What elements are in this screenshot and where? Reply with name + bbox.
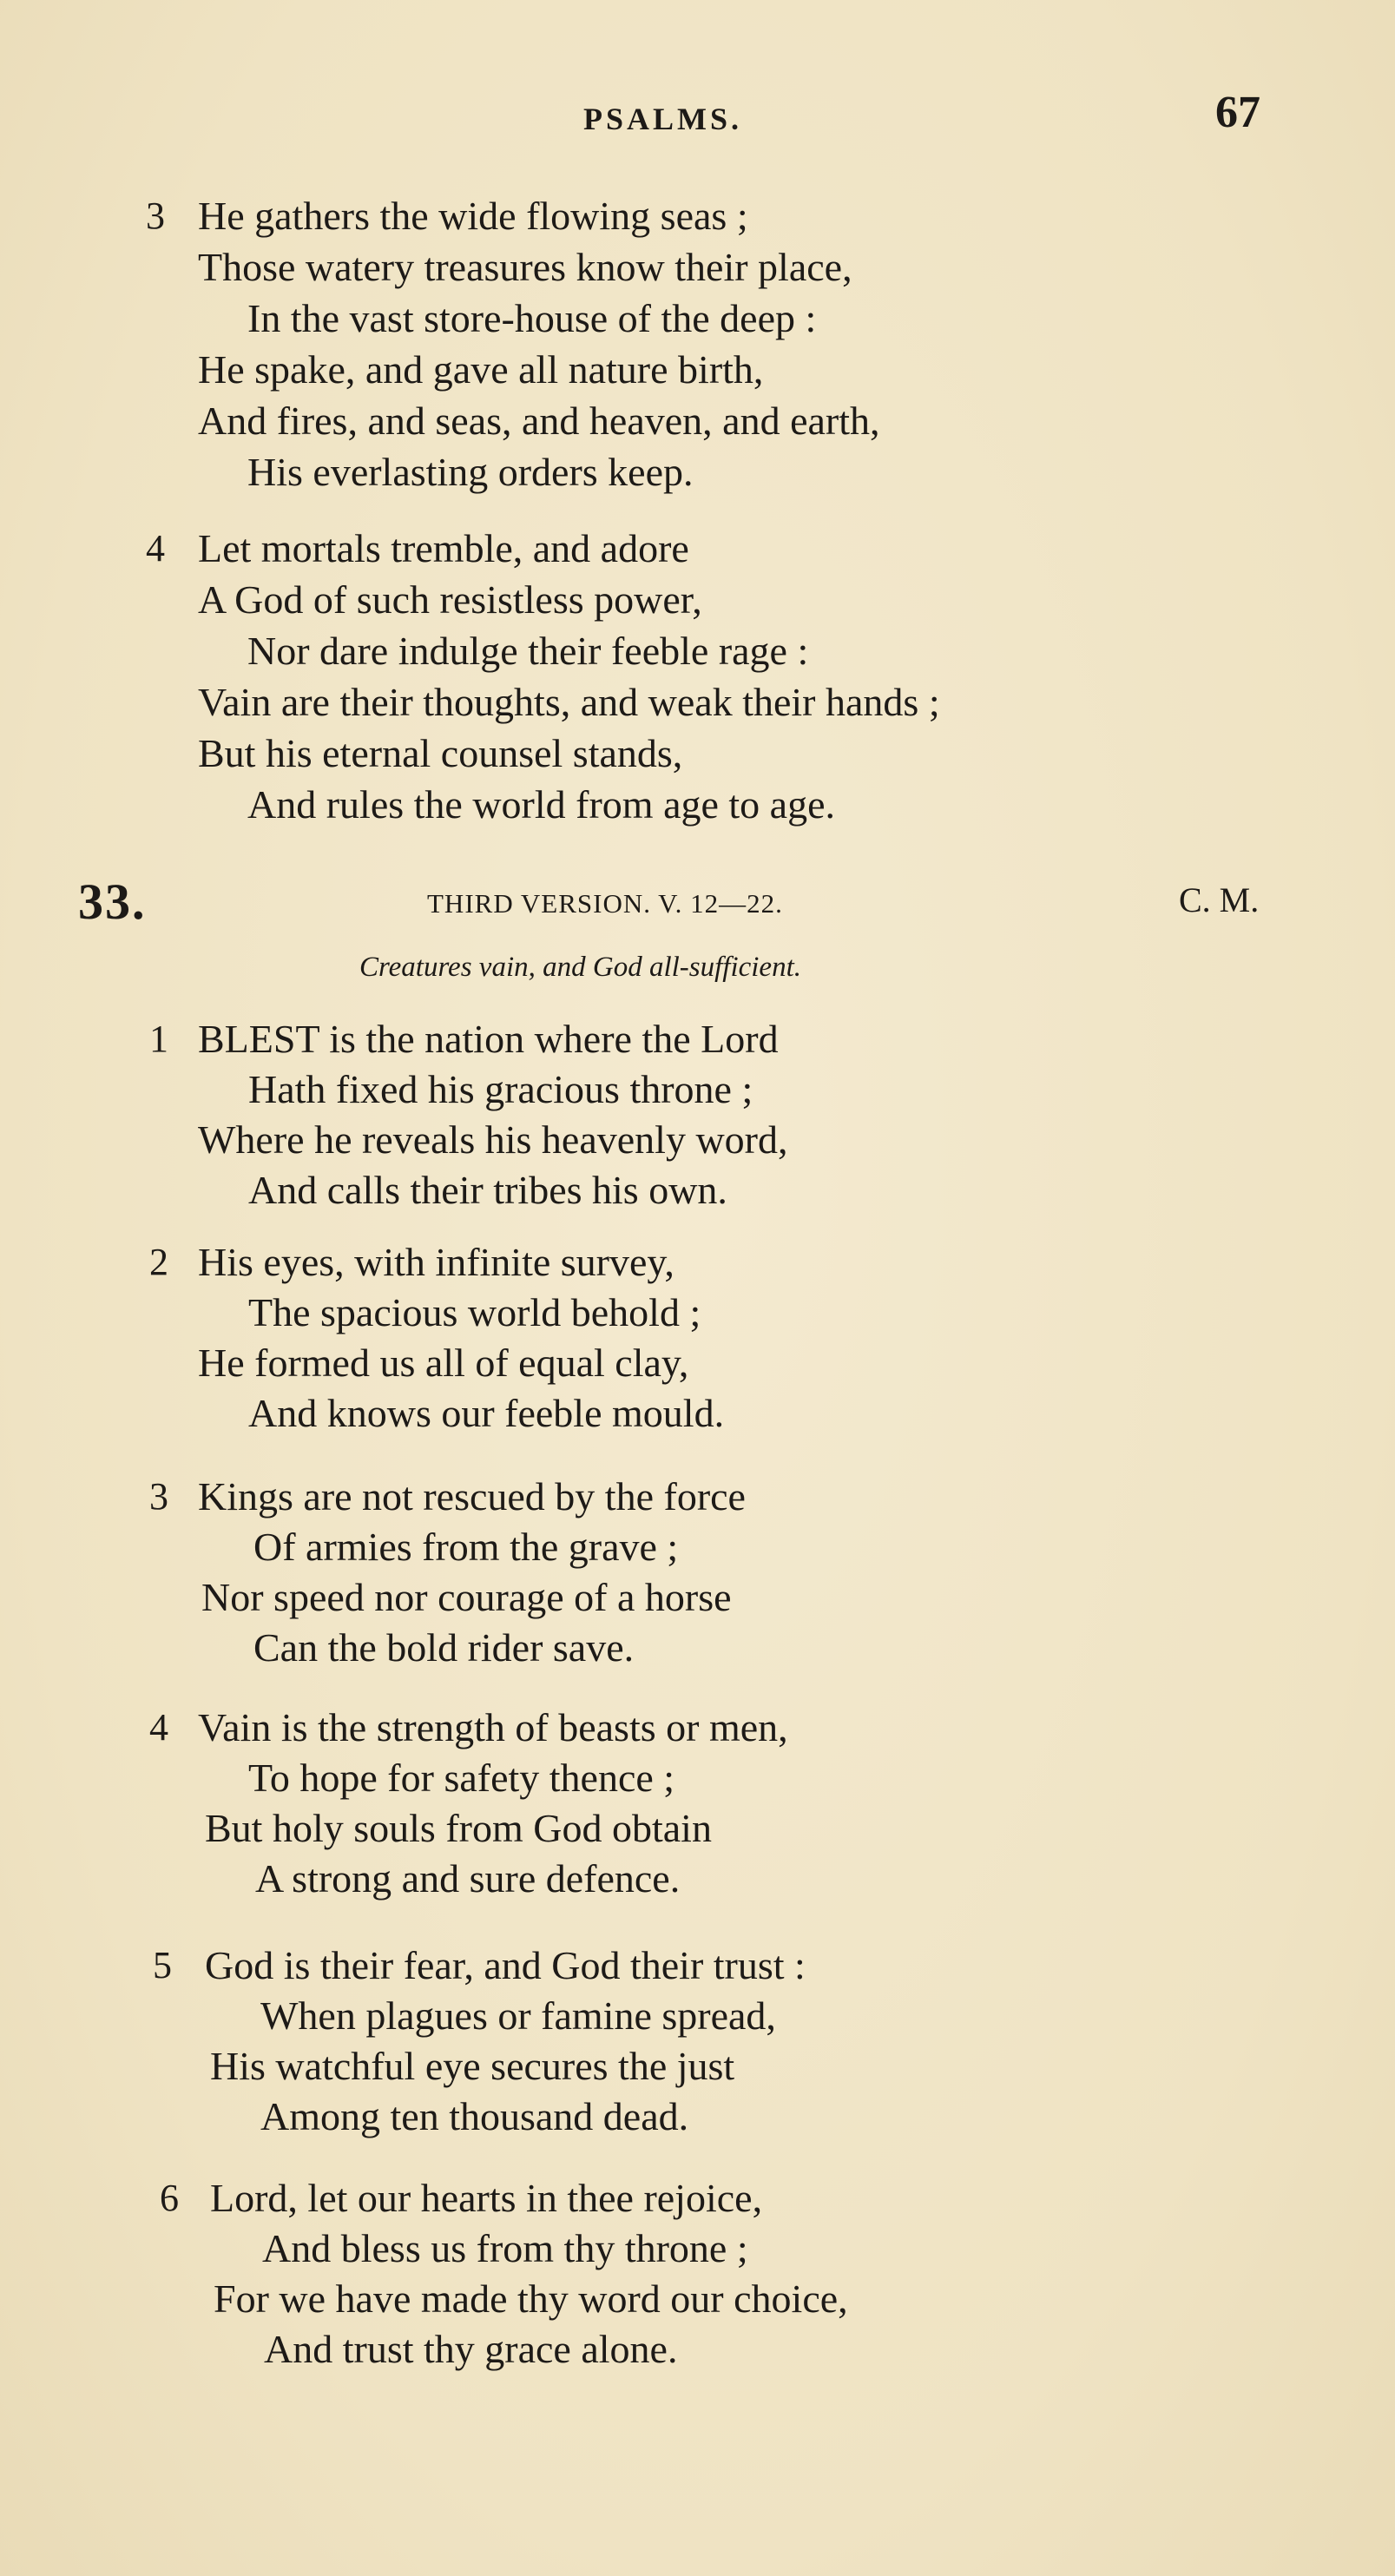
verse-line: When plagues or famine spread, xyxy=(260,1993,776,2038)
verse-line: Lord, let our hearts in thee rejoice, xyxy=(210,2176,763,2220)
stanza-number: 1 xyxy=(149,1018,168,1060)
stanza-number: 2 xyxy=(149,1241,168,1283)
running-head xyxy=(0,87,1395,139)
hymn-subtitle: Creatures vain, and God all-sufficient. xyxy=(359,952,802,983)
hymn-header xyxy=(0,873,1395,930)
stanza-number: 3 xyxy=(149,1475,168,1518)
verse-line: Of armies from the grave ; xyxy=(253,1525,679,1569)
verse-line: A strong and sure defence. xyxy=(255,1856,681,1901)
stanza-number: 4 xyxy=(146,527,165,570)
verse-line: Hath fixed his gracious throne ; xyxy=(248,1067,753,1111)
stanza-number: 4 xyxy=(149,1706,168,1749)
stanza-number: 6 xyxy=(160,2177,179,2219)
verse-line: In the vast store-house of the deep : xyxy=(247,296,817,340)
verse-line: Vain are their thoughts, and weak their hands ; xyxy=(198,680,940,724)
verse-line: But holy souls from God obtain xyxy=(205,1806,712,1850)
verse-line: Nor speed nor courage of a horse xyxy=(201,1575,732,1619)
verse-line: Where he reveals his heavenly word, xyxy=(198,1117,788,1162)
verse-line: Let mortals tremble, and adore xyxy=(198,526,689,570)
verse-line: He spake, and gave all nature birth, xyxy=(198,347,764,392)
verse-line: He gathers the wide flowing seas ; xyxy=(198,194,748,238)
verse-line: To hope for safety thence ; xyxy=(248,1756,675,1800)
verse-line: His eyes, with infinite survey, xyxy=(198,1240,674,1284)
hymn-number: 33. xyxy=(78,873,147,930)
verse-line: Among ten thousand dead. xyxy=(260,2094,689,2138)
stanza-number: 5 xyxy=(153,1944,172,1986)
verse-line: Vain is the strength of beasts or men, xyxy=(198,1705,788,1749)
verse-line: And knows our feeble mould. xyxy=(248,1391,725,1435)
verse-line: And calls their tribes his own. xyxy=(248,1168,727,1212)
page-number: 67 xyxy=(1215,88,1260,137)
running-title: PSALMS. xyxy=(583,102,743,136)
hymn-version: THIRD VERSION. V. 12—22. xyxy=(427,888,783,919)
verse-line: But his eternal counsel stands, xyxy=(198,731,683,775)
verse-line: His watchful eye secures the just xyxy=(210,2044,735,2088)
verse-line: God is their fear, and God their trust : xyxy=(205,1943,806,1987)
verse-line: The spacious world behold ; xyxy=(248,1290,701,1334)
verse-line: Those watery treasures know their place, xyxy=(198,245,852,289)
verse-line: Nor dare indulge their feeble rage : xyxy=(247,629,809,673)
verse-line: A God of such resistless power, xyxy=(198,577,702,622)
verse-line: And bless us from thy throne ; xyxy=(262,2226,748,2270)
verse-line: And trust thy grace alone. xyxy=(264,2327,678,2371)
verse-line: For we have made thy word our choice, xyxy=(214,2276,848,2321)
verse-line: His everlasting orders keep. xyxy=(247,450,694,494)
verse-line: And rules the world from age to age. xyxy=(247,782,836,827)
verse-line: Can the bold rider save. xyxy=(253,1625,635,1670)
hymn-meter: C. M. xyxy=(1179,880,1260,919)
verse-line: BLEST is the nation where the Lord xyxy=(198,1017,779,1061)
verse-line: And fires, and seas, and heaven, and earth, xyxy=(198,399,880,443)
verse-line: Kings are not rescued by the force xyxy=(198,1474,746,1519)
stanza-number: 3 xyxy=(146,194,165,237)
verse-line: He formed us all of equal clay, xyxy=(198,1341,689,1385)
